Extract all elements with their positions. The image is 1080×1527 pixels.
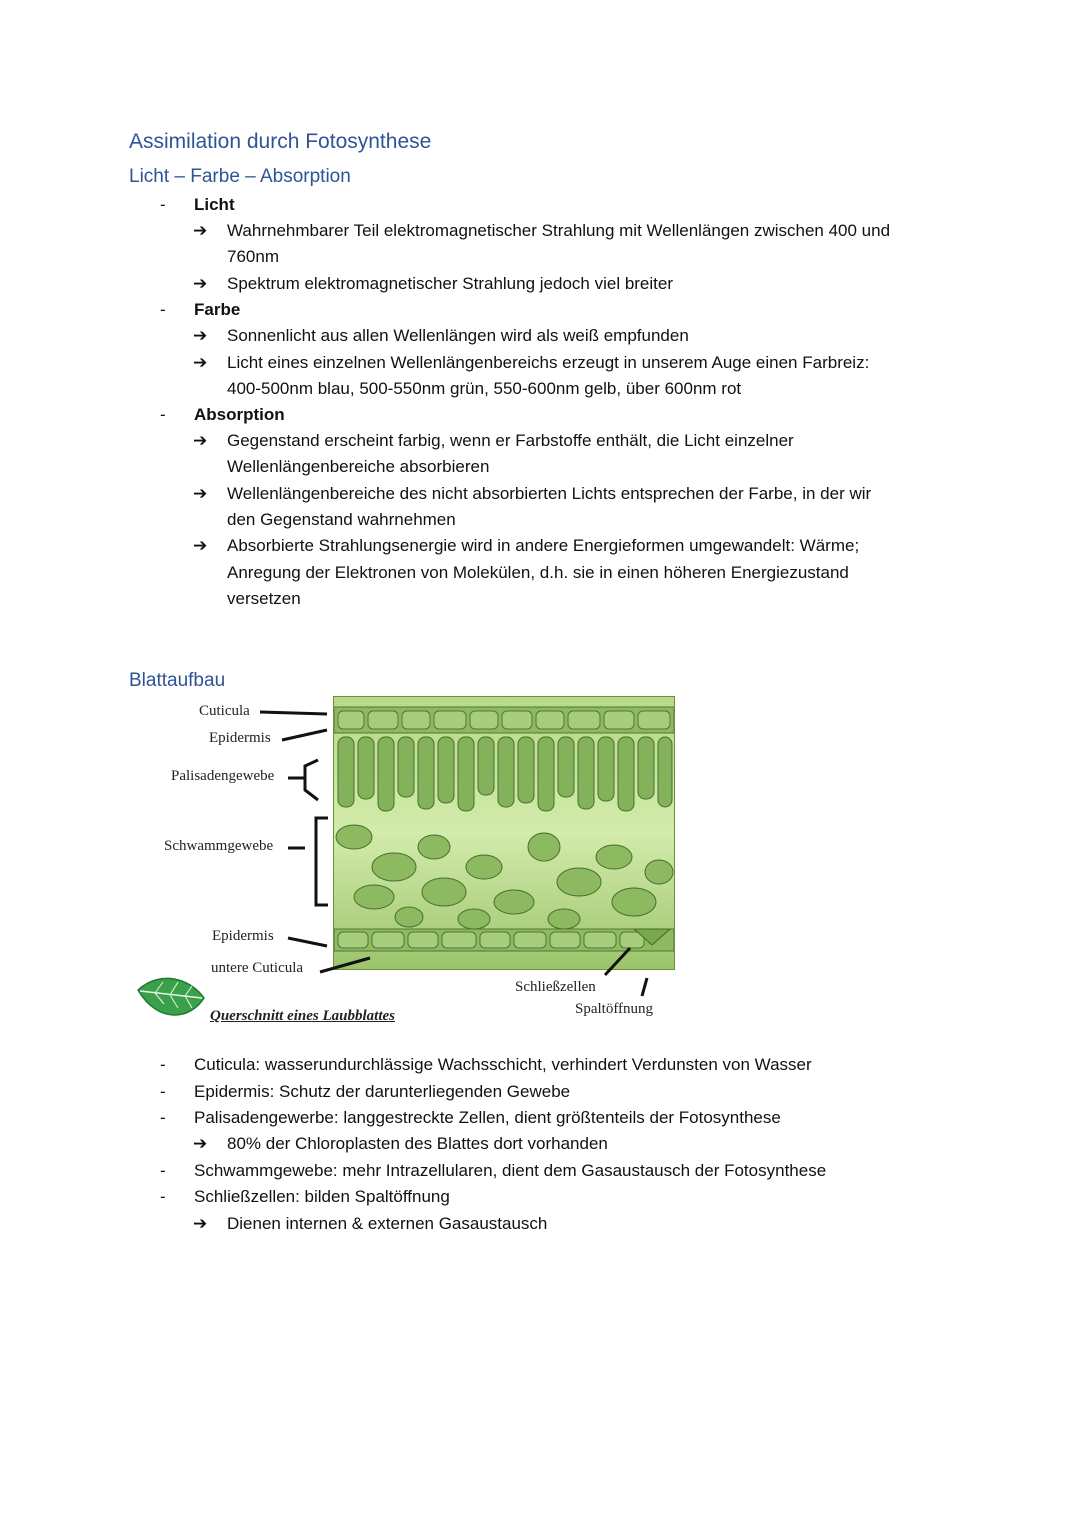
list-item: Schwammgewebe: mehr Intrazellularen, dient dem Gasaustausch der Fotosynthese [194,1161,827,1180]
list-subitem: Dienen internen & externen Gasaustausch [227,1214,548,1233]
label-palisadengewebe: Palisadengewebe [171,768,275,784]
diagram-caption: Querschnitt eines Laubblattes [210,1008,396,1024]
label-epidermis-top: Epidermis [209,730,271,746]
label-line [642,978,647,996]
list-item: Epidermis: Schutz der darunterliegenden Gewebe [194,1082,571,1101]
arrow-icon: ➔ [193,353,208,372]
text-line: 760nm [227,247,279,266]
label-line [320,958,370,972]
text-line: Spektrum elektromagnetischer Strahlung jedoch viel breiter [227,274,674,293]
bullet-dash: - [160,1055,166,1074]
arrow-icon: ➔ [193,484,208,503]
page-title: Assimilation durch Fotosynthese [129,130,432,153]
text-line: Absorbierte Strahlungsenergie wird in andere Energieformen umgewandelt: Wärme; [227,536,860,555]
label-line [282,730,327,740]
label-cuticula: Cuticula [199,703,250,719]
list-item: Palisadengewerbe: langgestreckte Zellen, dient größtenteils der Fotosynthese [194,1108,781,1127]
section-heading-blattaufbau: Blattaufbau [129,670,226,691]
bullet-dash: - [160,1082,166,1101]
text-line: Anregung der Elektronen von Molekülen, d.h. sie in einen höheren Energiezustand [227,563,849,582]
text-line: Sonnenlicht aus allen Wellenlängen wird als weiß empfunden [227,326,689,345]
text-line: Wellenlängenbereiche des nicht absorbierten Lichts entsprechen der Farbe, in der wir [227,484,872,503]
text-line: Gegenstand erscheint farbig, wenn er Farbstoffe enthält, die Licht einzelner [227,431,794,450]
term-licht: Licht [194,195,235,214]
arrow-icon: ➔ [193,274,208,293]
label-spaltoeffnung: Spaltöffnung [575,1001,654,1017]
label-line [260,712,327,714]
palisade-bracket [305,760,318,800]
arrow-icon: ➔ [193,1214,208,1233]
list-item: Schließzellen: bilden Spaltöffnung [194,1187,450,1206]
text-line: 400-500nm blau, 500-550nm grün, 550-600nm gelb, über 600nm rot [227,379,742,398]
term-farbe: Farbe [194,300,241,319]
spongy-bracket [316,818,328,905]
arrow-icon: ➔ [193,1134,208,1153]
arrow-icon: ➔ [193,431,208,450]
list-item: Cuticula: wasserundurchlässige Wachsschicht, verhindert Verdunsten von Wasser [194,1055,812,1074]
term-absorption: Absorption [194,405,285,424]
arrow-icon: ➔ [193,536,208,555]
text-line: versetzen [227,589,301,608]
text-line: den Gegenstand wahrnehmen [227,510,456,529]
bullet-dash: - [160,1108,166,1127]
bullet-dash: - [160,300,166,319]
label-schliesszellen: Schließzellen [515,979,596,995]
text-line: Wahrnehmbarer Teil elektromagnetischer Strahlung mit Wellenlängen zwischen 400 und [227,221,891,240]
text-line: Wellenlängenbereiche absorbieren [227,457,490,476]
bullet-dash: - [160,1187,166,1206]
leaf-cross-section-diagram [130,690,690,1040]
bullet-dash: - [160,1161,166,1180]
arrow-icon: ➔ [193,326,208,345]
list-subitem: 80% der Chloroplasten des Blattes dort vorhanden [227,1134,608,1153]
label-schwammgewebe: Schwammgewebe [164,838,274,854]
bullet-dash: - [160,195,166,214]
bullet-dash: - [160,405,166,424]
label-line [288,938,327,946]
label-epidermis-bottom: Epidermis [212,928,274,944]
arrow-icon: ➔ [193,221,208,240]
label-line [605,948,630,975]
text-line: Licht eines einzelnen Wellenlängenbereichs erzeugt in unserem Auge einen Farbreiz: [227,353,870,372]
leaf-icon [138,978,204,1015]
label-untere-cuticula: untere Cuticula [211,960,304,976]
section-heading-light: Licht – Farbe – Absorption [129,166,351,187]
